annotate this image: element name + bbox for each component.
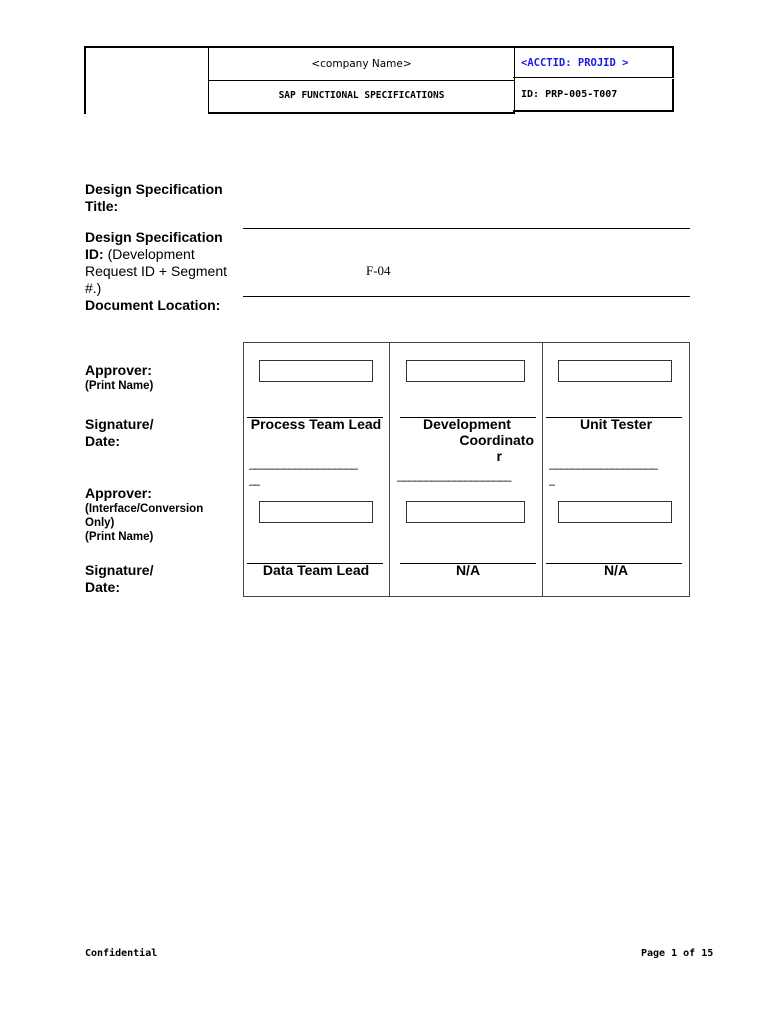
signature-label-2-line2: Date:	[85, 579, 121, 595]
account-project-id: <ACCTID: PROJID >	[513, 46, 674, 78]
approver-interface-input-3[interactable]	[558, 501, 672, 523]
signature-label-line2: Date:	[85, 433, 121, 449]
spec-id-value[interactable]: F-04	[366, 263, 391, 278]
spec-title-field-line[interactable]	[243, 228, 690, 229]
company-name: <company Name>	[208, 46, 515, 81]
spec-id-hint-line2: Request ID + Segment	[85, 263, 228, 279]
signature-underline-1: ___________________	[249, 456, 357, 470]
approver-interface-hint-line1: (Interface/Conversion	[85, 503, 204, 515]
spec-id-label	[85, 229, 227, 297]
approver-label: Approver:	[85, 362, 152, 378]
spec-id-label-line1: Design Specification	[85, 229, 223, 245]
approver-interface-input-2[interactable]	[406, 501, 525, 523]
document-header	[84, 46, 674, 114]
approver-name-input-3[interactable]	[558, 360, 672, 382]
logo-cell	[84, 46, 210, 114]
document-title: SAP FUNCTIONAL SPECIFICATIONS	[208, 79, 515, 114]
role-development-coordinator	[400, 416, 536, 464]
role-process-team-lead: Process Team Lead	[250, 416, 382, 432]
approver-interface-hint-line2: Only)	[85, 517, 115, 529]
role-dev-line2: Coordinato	[459, 432, 534, 448]
spec-title-label-line1: Design Specification	[85, 181, 223, 197]
signature-label-line1: Signature/	[85, 416, 154, 432]
spec-id-label-line2: ID:	[85, 246, 104, 262]
signature-underline-3b: _	[549, 472, 555, 486]
approver-name-input-1[interactable]	[259, 360, 373, 382]
approver-name-input-2[interactable]	[406, 360, 525, 382]
spec-id-hint-line3: #.)	[85, 280, 102, 296]
spec-title-label	[85, 181, 223, 215]
footer-confidential: Confidential	[85, 948, 158, 959]
approver-interface-input-1[interactable]	[259, 501, 373, 523]
approver-interface-hint	[85, 502, 203, 544]
signature-label-2-line1: Signature/	[85, 562, 154, 578]
grid-divider	[389, 342, 390, 597]
spec-id-hint: (Development	[107, 246, 195, 262]
role-na-1: N/A	[455, 562, 481, 578]
role-data-team-lead: Data Team Lead	[262, 562, 370, 578]
signature-underline-2: ____________________	[397, 468, 511, 482]
signature-underline-1b: __	[249, 472, 261, 486]
role-dev-line3: r	[496, 448, 502, 464]
document-location-label: Document Location:	[85, 297, 221, 313]
grid-divider	[542, 342, 543, 597]
signature-underline-3: ___________________	[549, 456, 657, 470]
spec-title-label-line2: Title:	[85, 198, 119, 214]
approver-interface-label: Approver:	[85, 485, 152, 501]
signature-label-2	[85, 562, 153, 596]
print-name-hint: (Print Name)	[85, 380, 154, 392]
signature-label	[85, 416, 153, 450]
footer-page-number: Page 1 of 15	[641, 948, 714, 959]
role-unit-tester: Unit Tester	[579, 416, 653, 432]
approver-interface-hint-line3: (Print Name)	[85, 531, 154, 543]
document-id: ID: PRP-005-T007	[513, 79, 674, 112]
spec-id-field-line	[243, 296, 690, 297]
role-na-2: N/A	[603, 562, 629, 578]
role-dev-line1: Development	[423, 416, 511, 432]
